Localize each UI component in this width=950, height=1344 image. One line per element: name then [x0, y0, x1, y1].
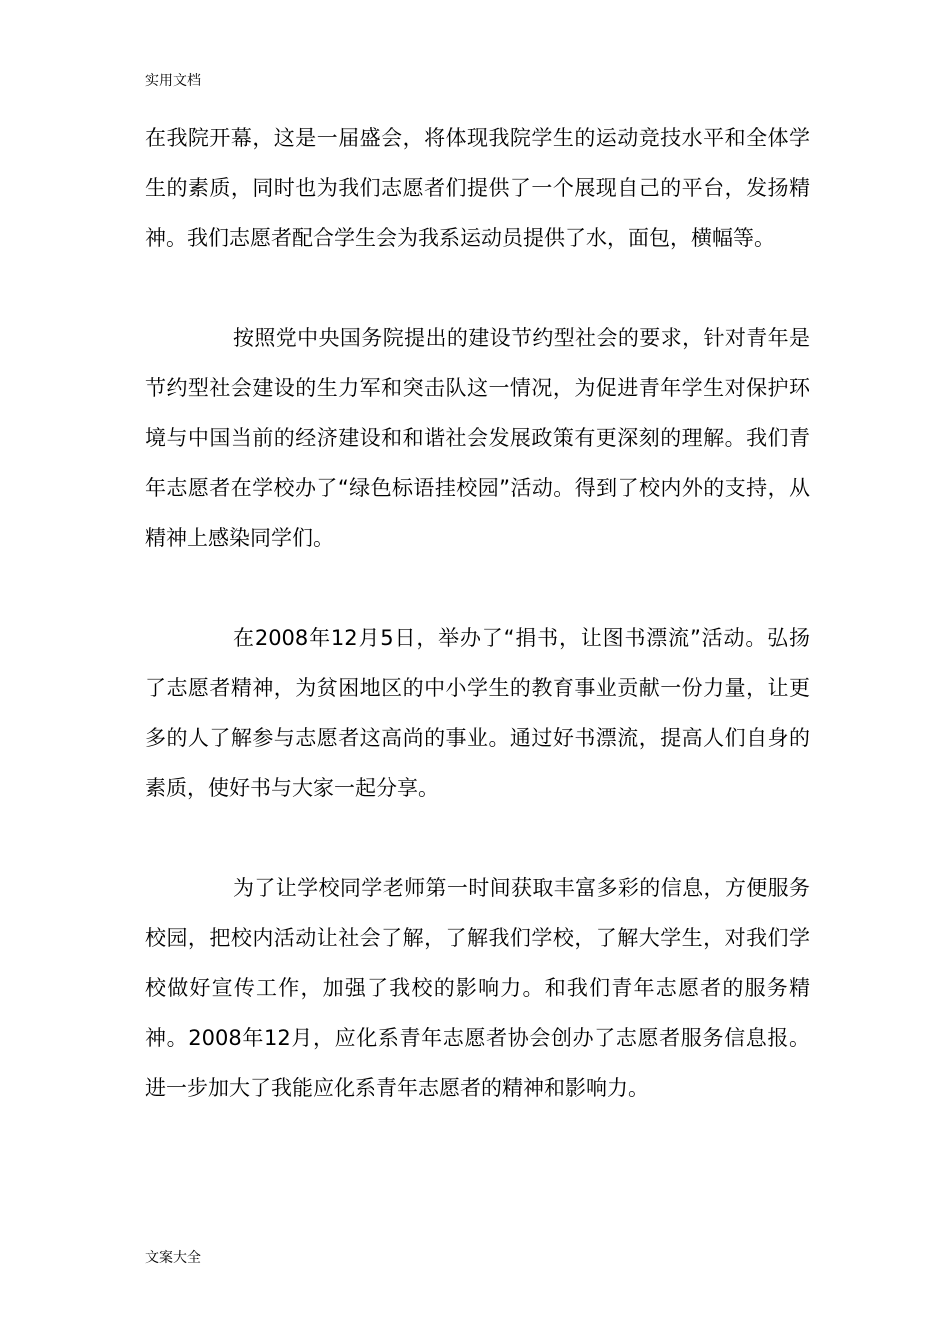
paragraph-book-drift: 在2008年12月5日，举办了“捐书，让图书漂流”活动。弘扬了志愿者精神，为贫困地区的中小学生的教育事业贡献一份力量，让更多的人了解参与志愿者这高尚的事业。通过好书漂流，提高人们自身的素质，使好书与大家一起分享。	[145, 626, 810, 800]
paragraph-continuation: 在我院开幕，这是一届盛会，将体现我院学生的运动竞技水平和全体学生的素质，同时也为我们志愿者们提供了一个展现自己的平台，发扬精神。我们志愿者配合学生会为我系运动员提供了水，面包，横幅等。	[145, 126, 810, 250]
paragraph-green-campus: 按照党中央国务院提出的建设节约型社会的要求，针对青年是节约型社会建设的生力军和突击队这一情况，为促进青年学生对保护环境与中国当前的经济建设和和谐社会发展政策有更深刻的理解。我们青年志愿者在学校办了“绿色标语挂校园”活动。得到了校内外的支持，从精神上感染同学们。	[145, 326, 810, 550]
page-header: 实用文档	[145, 73, 201, 89]
paragraph-newsletter: 为了让学校同学老师第一时间获取丰富多彩的信息，方便服务校园，把校内活动让社会了解，了解我们学校，了解大学生，对我们学校做好宣传工作，加强了我校的影响力。和我们青年志愿者的服务精神。2008年12月，应化系青年志愿者协会创办了志愿者服务信息报。进一步加大了我能应化系青年志愿者的精神和影响力。	[145, 876, 810, 1100]
document-body	[145, 113, 810, 1113]
page-footer: 文案大全	[145, 1250, 201, 1266]
